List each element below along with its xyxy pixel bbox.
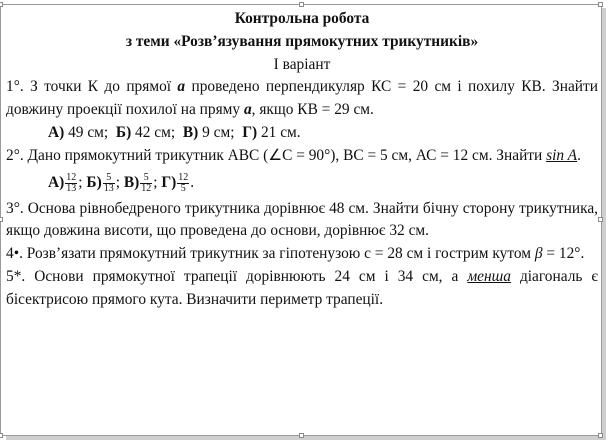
task-1 [6,76,598,122]
option-label: Б) [86,173,102,191]
fraction-numerator: 5 [103,173,115,184]
option-separator: ; [153,173,158,191]
frame-shadow-right [602,8,606,438]
task-1-options [6,122,598,145]
task-5-number: 5*. [6,267,26,285]
fraction [140,173,152,194]
task-1-var-a: a [177,78,186,96]
task-5-text-b: діагональ є бісектрисою прямого кута. Визначити периметр трапеції. [6,267,598,308]
option-label: А) [48,123,65,141]
task-1-text-b: проведено перпендикуляр КС = 20 см і похилу КВ. Знайти довжину проекції похилої на пряму [6,78,598,119]
option-label: В) [123,173,140,191]
task-5-text-a: Основи прямокутної трапеції дорівнюють 24 см і 34 см, а [25,267,468,285]
task-5 [6,266,598,312]
task-5-emphasis: менша [467,267,511,285]
option-value: 42 см; [131,123,176,141]
fraction-numerator: 12 [178,171,189,183]
task-4-end: = 12°. [542,245,585,263]
task-2 [6,145,598,168]
fraction-denominator: 13 [66,182,77,194]
doc-subtitle: з теми «Розв’язування прямокутних трикутників» [125,32,479,50]
task-3-text: Основа рівнобедреного трикутника дорівнює 48 см. Знайти бічну сторону трикутника, якщо довжина висоти, що проведена до основи, дорівнює 32 см. [6,199,598,240]
option-label: Г) [161,173,177,191]
option-value: 49 см; [64,123,109,141]
option-value: 9 см; [198,123,235,141]
fraction-denominator: 5 [180,182,186,194]
resize-handle-left[interactable] [0,217,3,222]
fraction-denominator: 13 [103,182,114,194]
option-value: 21 см. [257,123,301,141]
option-separator: ; [115,173,120,191]
fraction [103,173,115,194]
task-4 [6,243,598,266]
task-2-target: sin A [546,146,578,164]
option-separator: ; [78,173,83,191]
task-1-var-a2: a [243,101,252,119]
resize-handle-top-left[interactable] [0,2,3,7]
variant-label: І варіант [273,55,331,73]
task-2-options [6,168,598,198]
option-label: В) [182,123,199,141]
task-3 [6,198,598,244]
frame-shadow-bottom [6,436,606,440]
task-2-number: 2°. [6,146,24,164]
task-2-end: . [577,146,581,164]
task-1-text-a: З точки К до прямої [23,78,178,96]
fraction [65,173,77,194]
resize-handle-bottom-left[interactable] [0,433,3,438]
resize-handle-bottom-right[interactable] [598,433,603,438]
task-4-beta: β [534,245,543,263]
option-label: А) [48,173,65,191]
resize-handle-right[interactable] [598,217,603,222]
task-3-number: 3°. [6,199,24,217]
resize-handle-top-right[interactable] [598,2,603,7]
task-1-number: 1°. [6,78,24,96]
option-label: Г) [242,123,258,141]
fraction-denominator: 12 [141,182,152,194]
doc-title: Контрольна робота [234,10,370,27]
option-separator: . [190,173,195,191]
document-content [6,8,598,312]
resize-handle-top[interactable] [299,2,304,7]
task-4-number: 4•. [6,245,23,263]
task-2-text: Дано прямокутний трикутник АВС (∠С = 90°), ВС = 5 см, АС = 12 см. Знайти [23,146,547,164]
fraction-numerator: 5 [140,173,152,184]
task-1-text-c: , якщо КВ = 29 см. [251,101,374,119]
fraction-numerator: 12 [66,171,77,183]
task-4-text: Розв’язати прямокутний трикутник за гіпотенузою с = 28 см і гострим кутом [22,245,535,263]
option-label: Б) [115,123,132,141]
resize-handle-bottom[interactable] [299,433,304,438]
fraction [177,173,189,194]
